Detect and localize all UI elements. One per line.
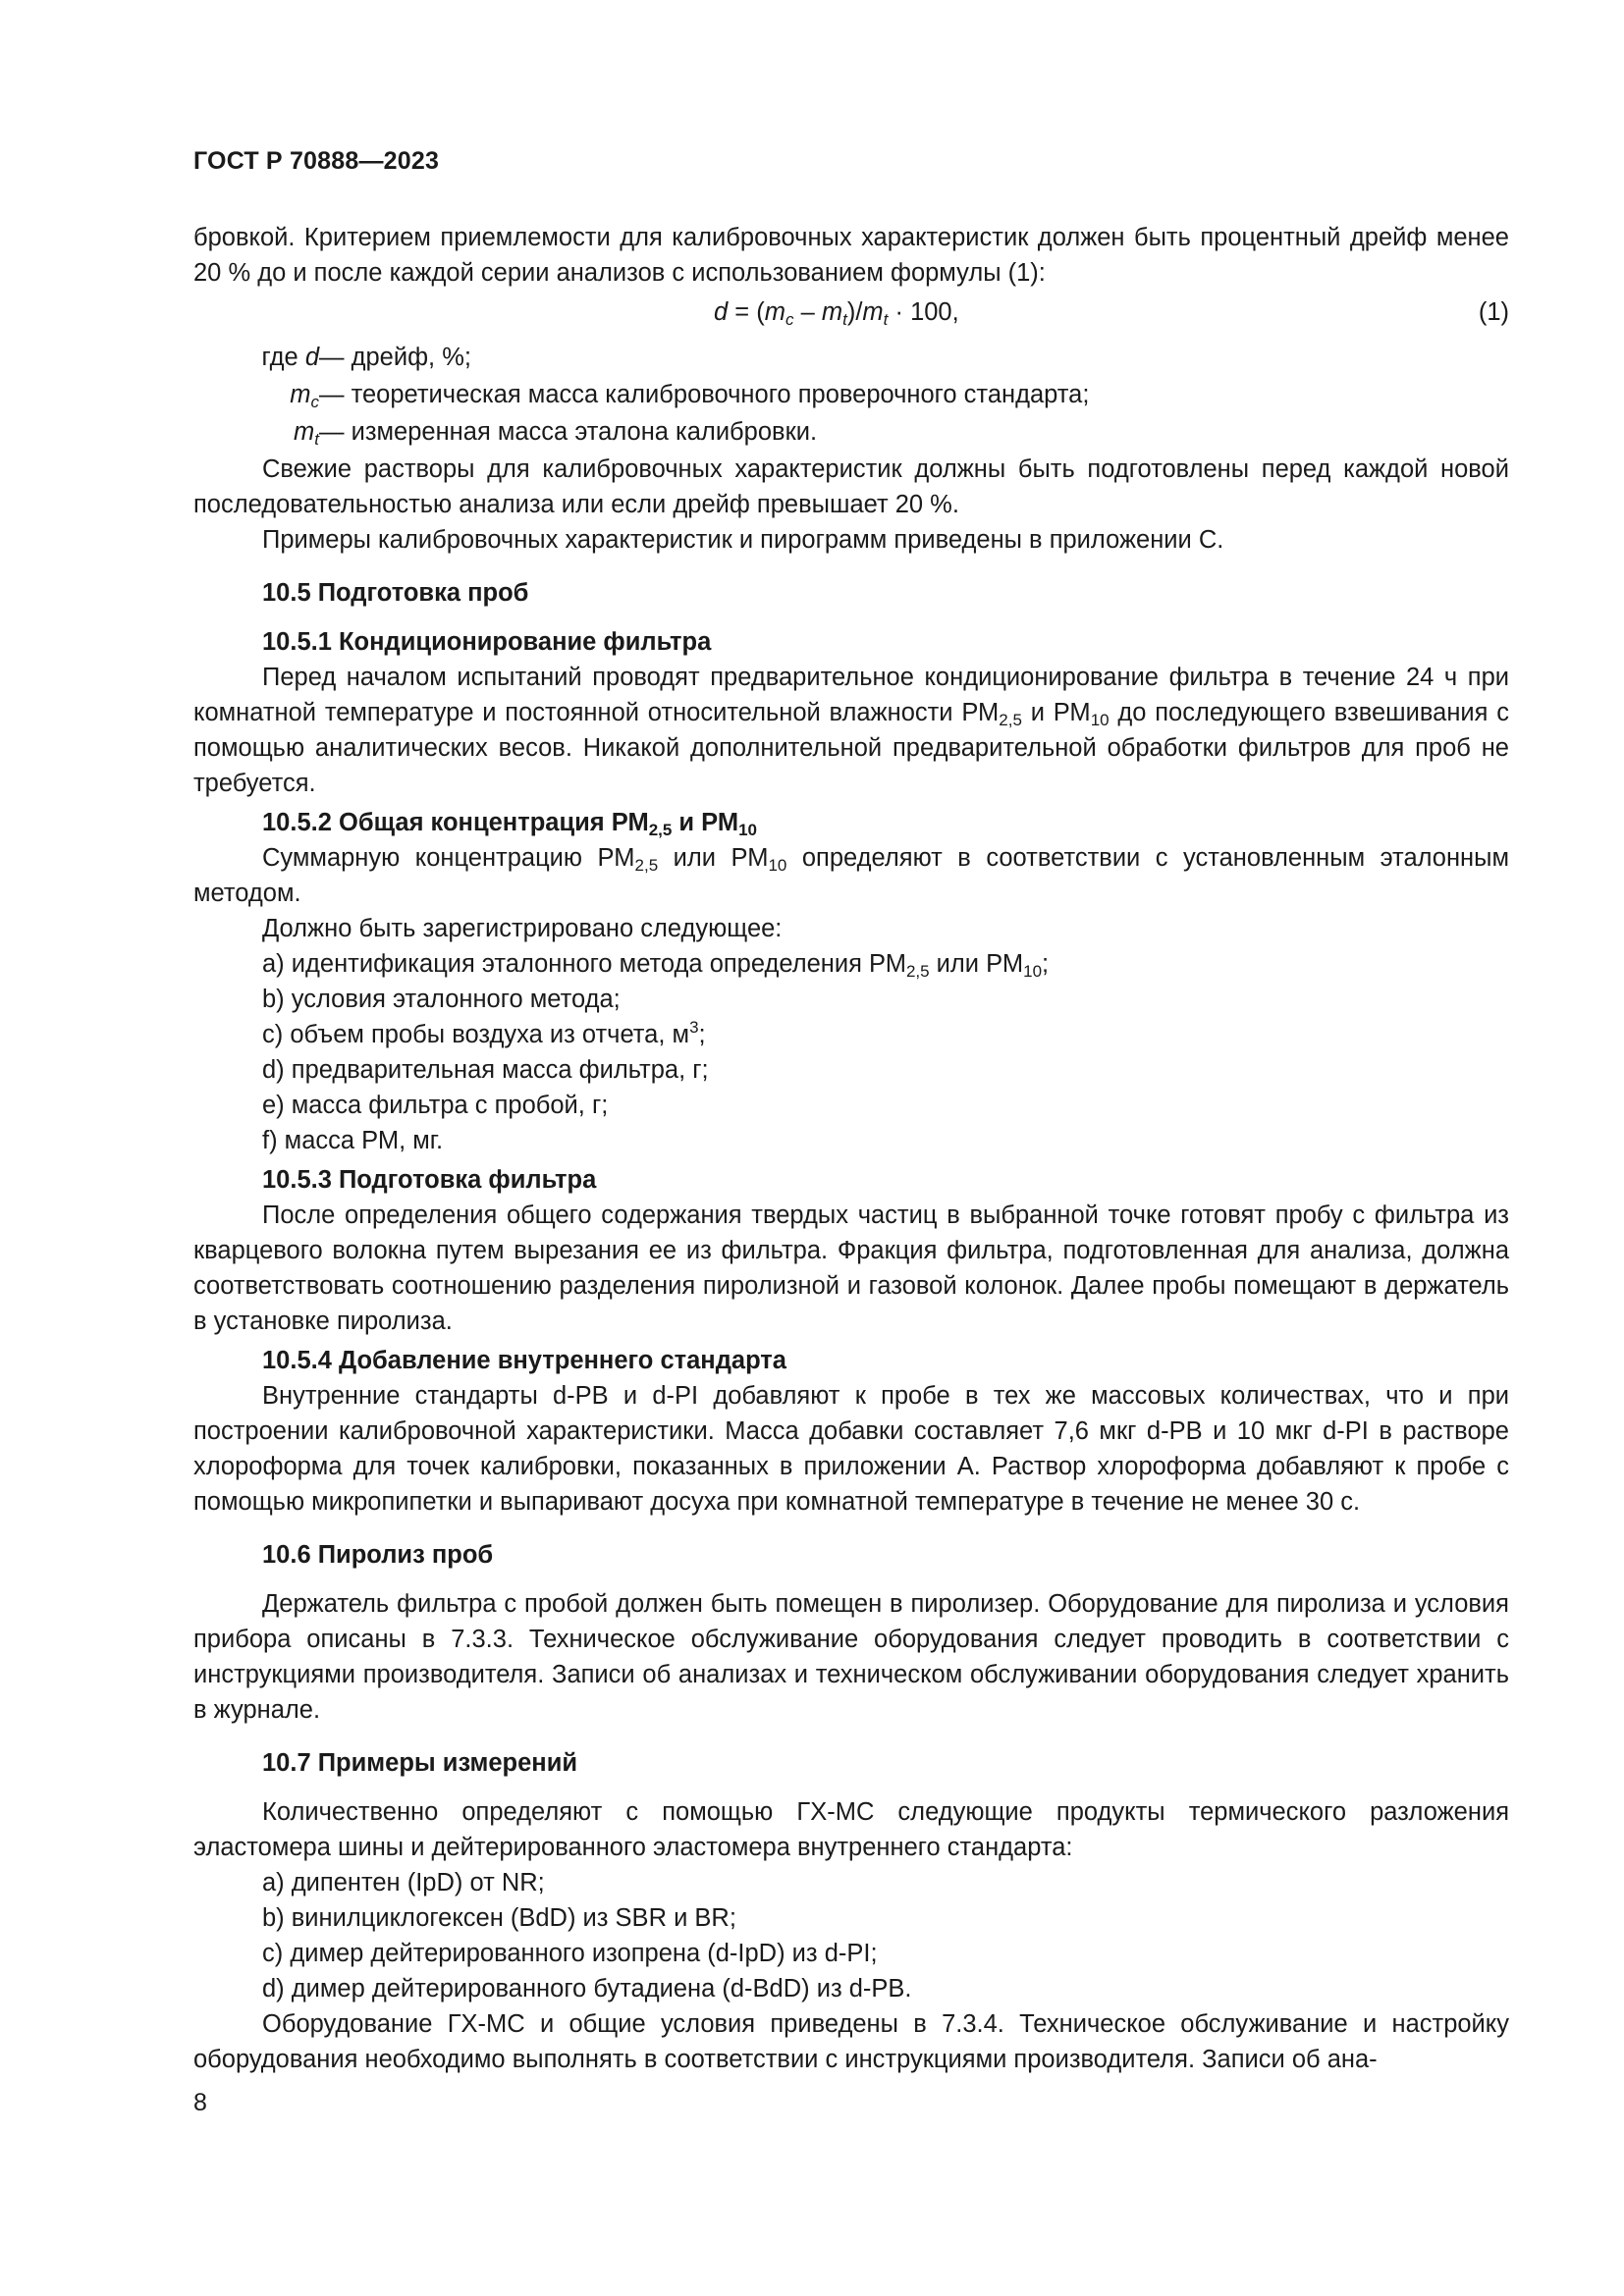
section-heading-10-5: 10.5 Подготовка проб: [262, 579, 529, 607]
page-number: 8: [193, 2089, 207, 2116]
standard-designation: ГОСТ Р 70888—2023: [193, 147, 440, 175]
paragraph-examples-appendix: Примеры калибровочных характеристик и пирограмм приведены в приложении С.: [262, 526, 1224, 554]
list-item: d) димер дейтерированного бутадиена (d-BdD) из d-PB.: [262, 1975, 912, 2002]
list-item: a) идентификация эталонного метода определения $РМ_{2,5}$ или $РМ_{10}$;: [262, 950, 1050, 981]
subsection-heading-10-5-3: 10.5.3 Подготовка фильтра: [262, 1166, 597, 1194]
formula-1: [193, 294, 1509, 334]
paragraph-filter-conditioning: Перед началом испытаний проводят предварительное кондиционирование фильтра в течение 24 ч при комнатной температуре и постоянной относительной влажности $РМ_{2,5}$ и $РМ_{10}$ до последующего взвешивания с помощью аналитических весов. Никакой дополнительной предварительной обработки фильтров для проб не требуется.: [193, 664, 1509, 797]
list-item: a) дипентен (IpD) от NR;: [262, 1869, 545, 1896]
subsection-heading-10-5-2: 10.5.2 Общая концентрация $РМ_{2,5}$ и $РМ_{10}$: [262, 809, 758, 839]
subsection-heading-10-5-1: 10.5.1 Кондиционирование фильтра: [262, 628, 712, 656]
paragraph-calibration-criterion: бровкой. Критерием приемлемости для калибровочных характеристик должен быть процентный дрейф менее 20 % до и после каждой серии анализов с использованием формулы (1):: [193, 224, 1509, 287]
list-item: b) винилциклогексен (BdD) из SBR и BR;: [262, 1904, 736, 1932]
paragraph-fresh-solutions: Свежие растворы для калибровочных характеристик должны быть подготовлены перед каждой новой последовательностью анализа или если дрейф превышает 20 %.: [193, 455, 1509, 518]
page-body: [193, 220, 1509, 2077]
list-item: c) димер дейтерированного изопрена (d-IpD) из d-PI;: [262, 1940, 878, 1967]
list-item: c) объем пробы воздуха из отчета, $м^3$;: [262, 1018, 706, 1048]
formula-expression: $d = (m_c - m_t)/m_t \cdot 100$,: [714, 298, 959, 329]
list-item: f) масса РМ, мг.: [262, 1127, 444, 1154]
list-item: b) условия эталонного метода;: [262, 986, 621, 1013]
where-item-theoretical-mass: $m_c$ — теоретическая масса калибровочного проверочного стандарта;: [290, 381, 1090, 411]
paragraph-to-register: Должно быть зарегистрировано следующее:: [262, 915, 783, 942]
section-heading-10-7: 10.7 Примеры измерений: [262, 1749, 578, 1777]
paragraph-gcms-equipment: Оборудование ГХ-МС и общие условия приведены в 7.3.4. Техническое обслуживание и настройку оборудования необходимо выполнять в соответствии с инструкциями производителя. Записи об ана-: [193, 2010, 1509, 2073]
where-item-measured-mass: $m_t$ — измеренная масса эталона калибровки.: [294, 418, 818, 449]
list-item: d) предварительная масса фильтра, г;: [262, 1056, 709, 1084]
paragraph-filter-preparation: После определения общего содержания твердых частиц в выбранной точке готовят пробу с фильтра из кварцевого волокна путем вырезания ее из фильтра. Фракция фильтра, подготовленная для анализа, должна соответствовать соотношению разделения пиролизной и газовой колонок. Далее пробы помещают в держатель в установке пиролиза.: [193, 1201, 1509, 1335]
paragraph-pyrolysis: Держатель фильтра с пробой должен быть помещен в пиролизер. Оборудование для пиролиза и условия прибора описаны в 7.3.3. Техническое обслуживание оборудования следует проводить в соответствии с инструкциями производителя. Записи об анализах и техническом обслуживании оборудования следует хранить в журнале.: [193, 1590, 1509, 1724]
paragraph-internal-standard: Внутренние стандарты d-PB и d-PI добавляют к пробе в тех же массовых количествах, что и при построении калибровочной характеристики. Масса добавки составляет 7,6 мкг d-PB и 10 мкг d-PI в растворе хлороформа для точек калибровки, показанных в приложении А. Раствор хлороформа добавляют к пробе с помощью микропипетки и выпаривают досуха при комнатной температуре в течение не менее 30 с.: [193, 1382, 1509, 1516]
formula-number: (1): [1478, 298, 1509, 326]
section-heading-10-6: 10.6 Пиролиз проб: [262, 1541, 494, 1569]
paragraph-gcms-quantification: Количественно определяют с помощью ГХ-МС следующие продукты термического разложения эластомера шины и дейтерированного эластомера внутреннего стандарта:: [193, 1798, 1509, 1861]
subsection-heading-10-5-4: 10.5.4 Добавление внутреннего стандарта: [262, 1347, 786, 1374]
list-item: e) масса фильтра с пробой, г;: [262, 1092, 609, 1119]
paragraph-total-concentration: Суммарную концентрацию $РМ_{2,5}$ или $РМ_{10}$ определяют в соответствии с установленным эталонным методом.: [193, 844, 1510, 907]
where-item-drift: где d — дрейф, %;: [261, 344, 471, 371]
